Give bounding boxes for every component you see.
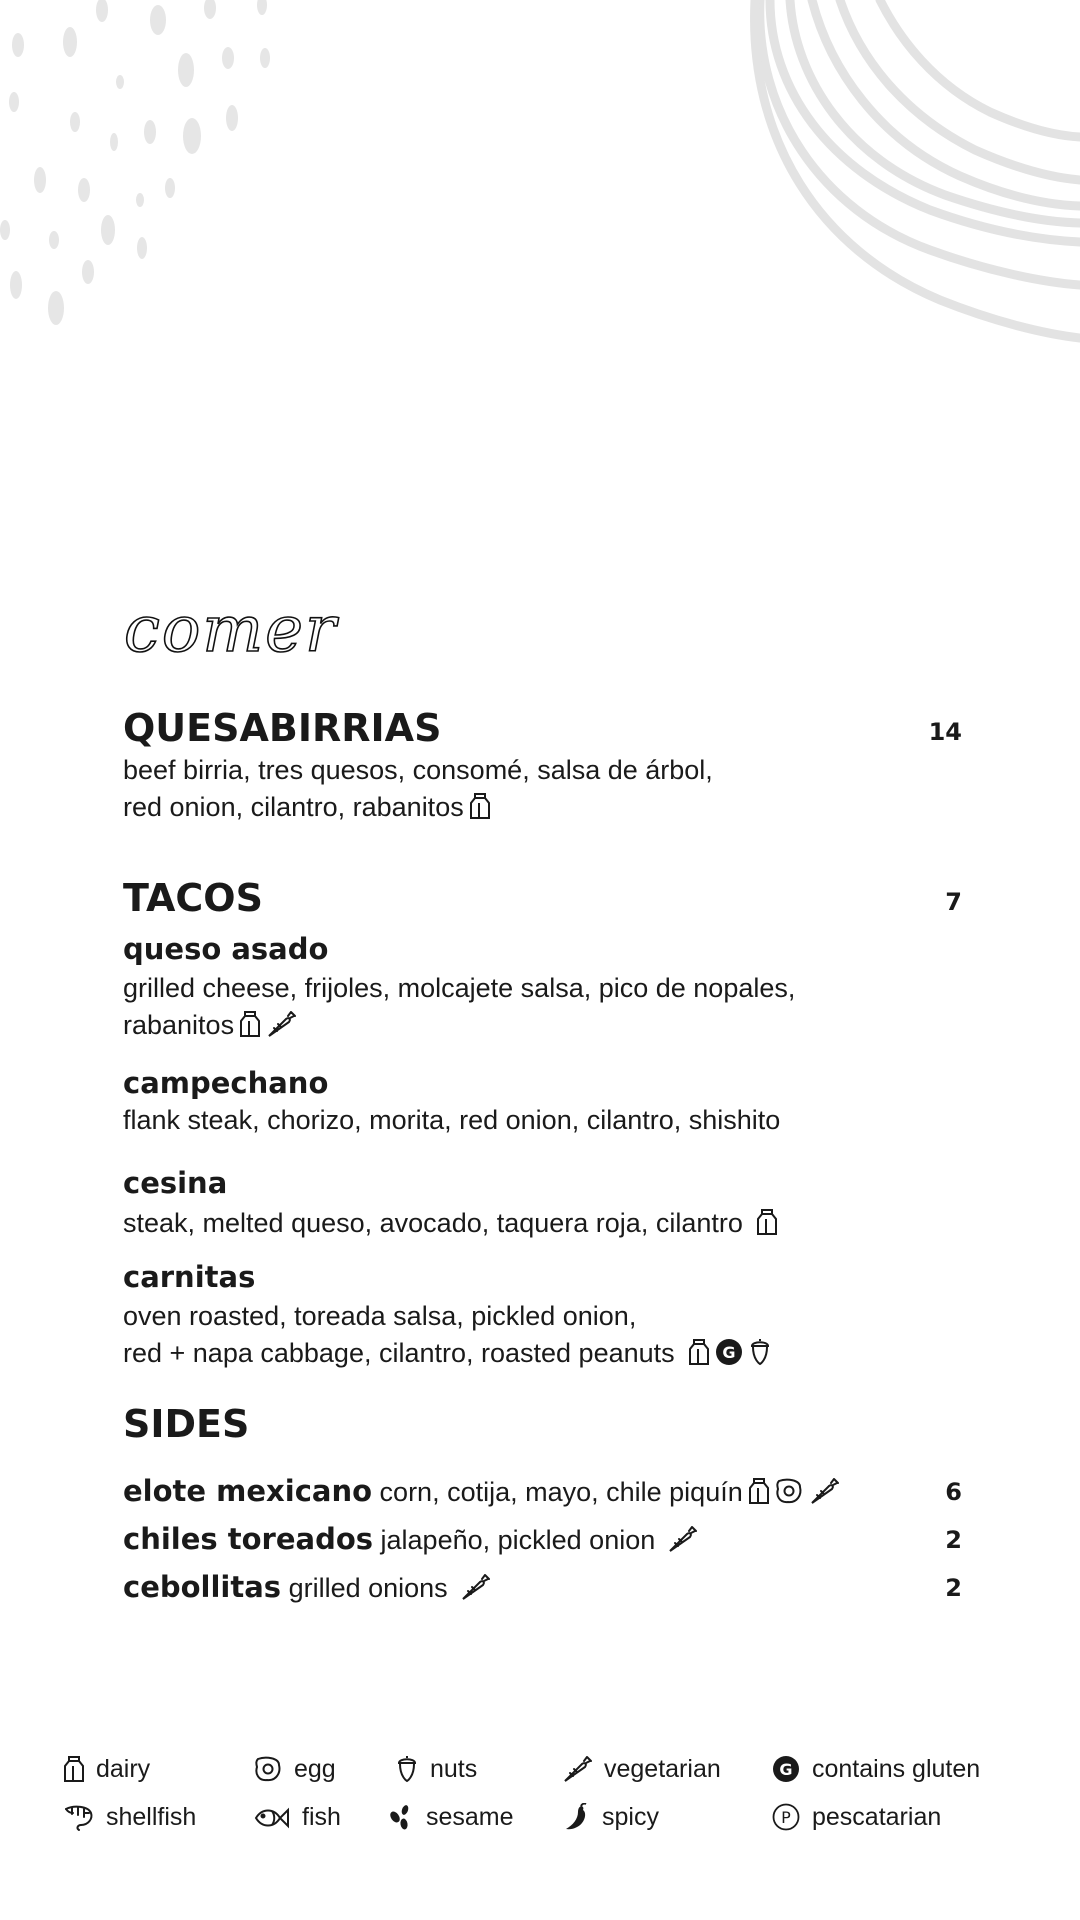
price-cebollitas: 2 [945, 1574, 962, 1602]
shellfish-icon [64, 1803, 94, 1831]
dairy-icon [749, 1477, 769, 1505]
price-chiles-toreados: 2 [945, 1526, 962, 1554]
price-tacos: 7 [945, 888, 962, 916]
description-line [123, 1205, 843, 1242]
gluten-icon [715, 1338, 743, 1366]
dairy-icon [240, 1010, 260, 1038]
legend-item-pescatarian [772, 1803, 941, 1832]
item-description: corn, cotija, mayo, chile piquín [379, 1477, 743, 1507]
legend-label: egg [294, 1755, 336, 1783]
description-campechano [123, 1102, 843, 1139]
legend-label: fish [302, 1803, 341, 1831]
description-text: rabanitos [123, 1010, 235, 1040]
description-cesina [123, 1205, 843, 1242]
legend-item-egg [254, 1755, 336, 1784]
svg-text:G: G [779, 1760, 793, 1779]
item-name-cesina: cesina [123, 1166, 228, 1200]
vegetarian-icon [266, 1010, 296, 1038]
dairy-icon [757, 1208, 777, 1236]
description-line: flank steak, chorizo, morita, red onion, cilantro, shishito [123, 1105, 781, 1135]
dairy-icon [64, 1755, 84, 1783]
legend-item-fish [254, 1803, 341, 1832]
legend-label: pescatarian [812, 1803, 942, 1831]
gluten-icon [772, 1755, 800, 1783]
pescatarian-icon [772, 1803, 800, 1831]
nuts-icon [396, 1755, 418, 1783]
legend-label: contains gluten [812, 1755, 981, 1783]
price-quesabirrias: 14 [928, 718, 962, 746]
item-name-campechano: campechano [123, 1066, 329, 1100]
legend-label: nuts [430, 1755, 478, 1783]
egg-icon [775, 1477, 803, 1505]
item-description: jalapeño, pickled onion [380, 1525, 656, 1555]
item-name-queso-asado: queso asado [123, 932, 329, 966]
description-queso-asado [123, 970, 843, 1044]
legend-item-nuts [396, 1755, 477, 1784]
svg-text:G: G [722, 1343, 736, 1362]
vegetarian-icon [809, 1477, 839, 1505]
decorative-background [0, 0, 1080, 360]
legend-item-vegetarian [562, 1755, 721, 1784]
fish-icon [254, 1805, 290, 1831]
legend-item-spicy [564, 1803, 659, 1832]
item-name: chiles toreados [123, 1522, 374, 1556]
description-line [123, 789, 843, 826]
swirl-lines [755, 0, 1080, 338]
description-text: steak, melted queso, avocado, taquera roja, cilantro [123, 1208, 743, 1238]
description-line: grilled cheese, frijoles, molcajete salsa, pico de nopales, [123, 973, 796, 1003]
vegetarian-icon [667, 1525, 697, 1553]
section-title-tacos: TACOS [123, 876, 263, 920]
item-name: cebollitas [123, 1570, 282, 1604]
description-line: beef birria, tres quesos, consomé, salsa de árbol, [123, 755, 713, 785]
legend-label: vegetarian [604, 1755, 721, 1783]
section-title-quesabirrias: QUESABIRRIAS [123, 706, 442, 750]
spicy-icon [564, 1803, 590, 1831]
description-quesabirrias [123, 752, 843, 826]
legend-label: shellfish [106, 1803, 197, 1831]
menu-title-script [120, 605, 430, 675]
nuts-icon [749, 1338, 771, 1366]
description-line [123, 1335, 843, 1372]
svg-text:P: P [781, 1808, 791, 1827]
description-text: red + napa cabbage, cilantro, roasted peanuts [123, 1338, 675, 1368]
description-line [123, 1007, 843, 1044]
legend-label: dairy [96, 1755, 151, 1783]
legend-item-dairy [64, 1755, 150, 1784]
side-item-elote-mexicano [123, 1474, 943, 1508]
egg-icon [254, 1755, 282, 1783]
description-carnitas [123, 1298, 843, 1372]
dairy-icon [470, 792, 490, 820]
dairy-icon [689, 1338, 709, 1366]
menu-title: comer [124, 605, 338, 667]
section-title-sides: SIDES [123, 1402, 250, 1446]
legend-item-shellfish [64, 1803, 196, 1832]
legend-label: sesame [426, 1803, 514, 1831]
item-description: grilled onions [288, 1573, 448, 1603]
description-line: oven roasted, toreada salsa, pickled onion, [123, 1301, 637, 1331]
vegetarian-icon [562, 1755, 592, 1783]
dots-pattern [0, 0, 270, 325]
price-elote-mexicano: 6 [945, 1478, 962, 1506]
description-text: red onion, cilantro, rabanitos [123, 792, 464, 822]
item-name-carnitas: carnitas [123, 1260, 256, 1294]
allergen-legend [0, 1755, 1080, 1855]
item-name: elote mexicano [123, 1474, 373, 1508]
sesame-icon [388, 1803, 414, 1831]
vegetarian-icon [460, 1573, 490, 1601]
legend-label: spicy [602, 1803, 659, 1831]
side-item-chiles-toreados [123, 1522, 943, 1556]
legend-item-gluten [772, 1755, 980, 1784]
side-item-cebollitas [123, 1570, 943, 1604]
legend-item-sesame [388, 1803, 514, 1832]
